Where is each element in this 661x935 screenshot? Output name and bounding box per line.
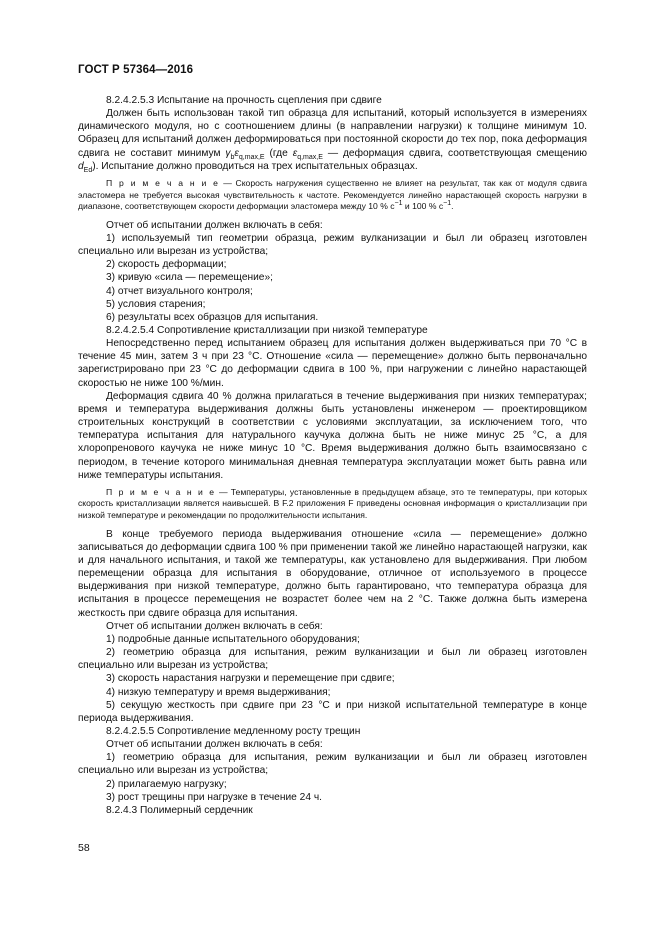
list-item: 2) геометрию образца для испытания, режим вулканизации и был ли образец изготовлен специально или вырезан из устройства;: [78, 647, 587, 672]
paragraph: В конце требуемого периода выдерживания отношение «сила — перемещение» должно записываться до деформации сдвига 100 % при применении такой же линейно нарастающей нагрузки, как и для начального испытания, и такой же температуры, как установлено для выдерживания. При любом перемещении образца для испытания в оборудование, отличное от используемого в процессе выдерживания при низкой температуре, должно быть гарантировано, что температура образца для испытания в процессе перемещения не возрастет более чем на 2 °С. Также должна быть измерена жесткость при сдвиге образца для испытания.: [78, 528, 587, 619]
list-item: 1) геометрию образца для испытания, режим вулканизации и был ли образец изготовлен специально или вырезан из устройства;: [78, 752, 587, 777]
section-heading-8-2-4-3: 8.2.4.3 Полимерный сердечник: [106, 804, 253, 816]
body-text: [78, 94, 587, 817]
list-item: 4) низкую температуру и время выдерживания;: [106, 686, 331, 698]
report-intro: Отчет об испытании должен включать в себя:: [106, 620, 323, 632]
section-heading-8-2-4-2-5-3: 8.2.4.2.5.3 Испытание на прочность сцепления при сдвиге: [106, 95, 382, 106]
list-item: 1) подробные данные испытательного оборудования;: [106, 633, 360, 645]
section-heading-8-2-4-2-5-5: 8.2.4.2.5.5 Сопротивление медленному росту трещин: [106, 725, 361, 737]
list-item: 1) используемый тип геометрии образца, режим вулканизации и был ли образец изготовлен специально или вырезан из устройства;: [78, 232, 587, 258]
list-item: 2) прилагаемую нагрузку;: [106, 778, 227, 790]
section-heading-8-2-4-2-5-4: 8.2.4.2.5.4 Сопротивление кристаллизации при низкой температуре: [106, 324, 428, 336]
list-item: 6) результаты всех образцов для испытания.: [106, 311, 319, 323]
note: П р и м е ч а н и е — Температуры, установленные в предыдущем абзаце, это те температуры, при которых скорость кристаллизации является наивысшей. В F.2 приложения F приведены основная информация о кристаллизации при низкой температуре и рекомендации по продолжительности испытания.: [78, 486, 587, 521]
list-item: 3) кривую «сила — перемещение»;: [106, 272, 273, 284]
standard-header: ГОСТ Р 57364—2016: [78, 64, 194, 76]
note: П р и м е ч а н и е — Скорость нагружения существенно не влияет на результат, так как от модуля сдвига эластомера не требуется высокая чувствительность к частоте. Рекомендуется линейно нарастающей скорость нагрузки в диапазоне, соответствующем скорости деформации эластомера между 10 % $с^{-1}$ и 100 % $с^{-1}$.: [78, 177, 587, 212]
paragraph: Деформация сдвига 40 % должна прилагаться в течение выдерживания при низких температурах; время и температура выдерживания должны быть установлены инженером — проектировщиком строительных конструкций в соответствии с условиями эксплуатации, за исключением того, что температура испытания для натурального каучука должна быть не ниже минус 25 °С, а для хлоропренового каучука не ниже минус 10 °С. Время выдерживания должно быть взаимосвязано с периодом, в течение которого минимальная дневная температура эксплуатации может быть равна или ниже температуры испытания.: [78, 390, 587, 481]
list-item: 3) скорость нарастания нагрузки и перемещение при сдвиге;: [106, 673, 395, 685]
list-item: 4) отчет визуального контроля;: [106, 285, 253, 297]
list-item: 5) секущую жесткость при сдвиге при 23 °С и при низкой испытательной температуре в конце периода выдерживания.: [78, 699, 587, 724]
report-intro: Отчет об испытании должен включать в себя:: [106, 219, 323, 231]
page-number: 58: [78, 842, 90, 854]
list-item: 5) условия старения;: [106, 298, 206, 310]
paragraph: Непосредственно перед испытанием образец для испытания должен выдерживаться при 70 °С в течение 45 мин, затем 3 ч при 23 °С. Отношение «сила — перемещение» должно быть первоначально зарегистрировано при 23 °С до деформации сдвига в 100 %, при нагружении с линейно нарастающей скоростью не ниже 100 %/мин.: [78, 338, 587, 389]
paragraph: Должен быть использован такой тип образца для испытаний, который используется в измерениях динамического модуля, но с соотношением длины (в направлении нагрузки) к толщине минимум 10. Образец для испытаний должен деформироваться при постоянной скорости до тех пор, пока деформация сдвига не составит минимум $\gamma_b\varepsilon_{q,max,E}$ (где $\varepsilon_{q,max,E}$ — деформация сдвига, соответствующая смещению $d_{Ed}$). Испытание должно проводиться на трех испытательных образцах.: [78, 108, 588, 174]
list-item: 2) скорость деформации;: [106, 259, 227, 271]
report-intro: Отчет об испытании должен включать в себя:: [106, 739, 323, 751]
list-item: 3) рост трещины при нагрузке в течение 24 ч.: [106, 791, 322, 803]
